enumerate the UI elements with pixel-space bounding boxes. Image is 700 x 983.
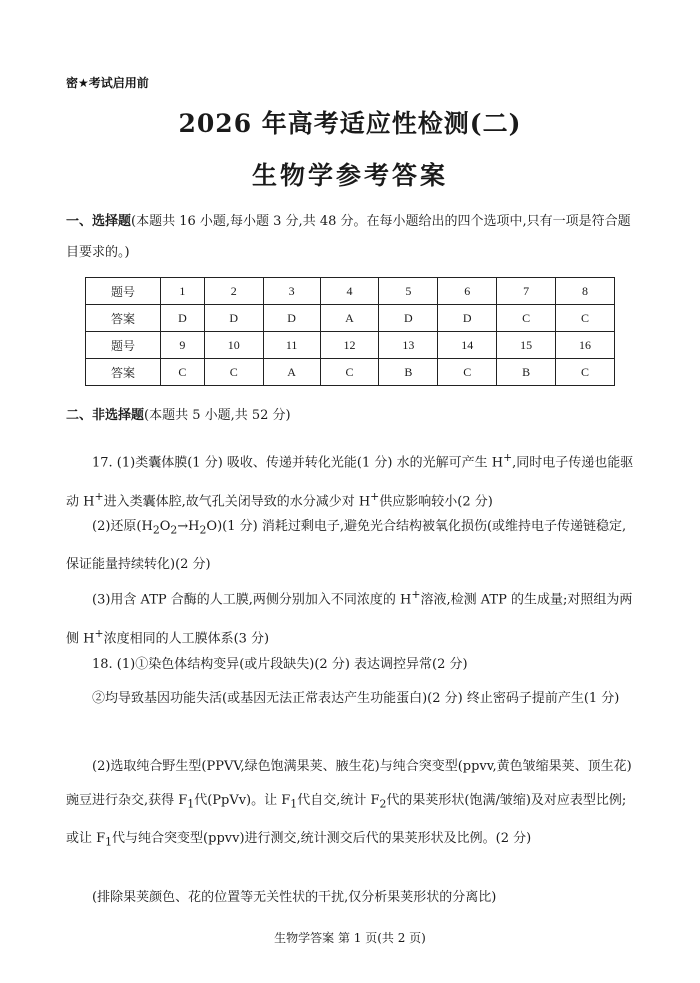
table-cell: A <box>263 359 320 386</box>
table-row-label: 答案 <box>86 359 161 386</box>
q18-text: ②均导致基因功能失活(或基因无法正常表达产生功能蛋白)(2 分) 终止密码子提前产生(1 分) <box>92 691 620 706</box>
subscript: 1 <box>187 797 195 811</box>
table-cell: D <box>161 305 205 332</box>
subscript: 1 <box>290 797 298 811</box>
table-cell: 10 <box>204 332 263 359</box>
table-cell: 3 <box>263 278 320 305</box>
q17-text: ,同时电子传递也能驱动 H <box>66 455 634 510</box>
q17-part2 <box>66 510 638 582</box>
subscript: 2 <box>199 523 207 537</box>
q17-part3 <box>66 578 638 657</box>
answer-table <box>85 277 615 386</box>
q17-text: (3)用含 ATP 合酶的人工膜,两侧分别加入不同浓度的 H <box>92 592 412 608</box>
q18-text: (2)选取纯合野生型(PPVV,绿色饱满果荚、腋生花)与纯合突变型(ppvv,黄色皱缩果荚、顶生花)豌豆进行杂交,获得 F <box>66 759 632 808</box>
table-cell: 12 <box>320 332 379 359</box>
table-cell: C <box>161 359 205 386</box>
table-cell: 1 <box>161 278 205 305</box>
table-cell: 5 <box>379 278 438 305</box>
table-row-label: 答案 <box>86 305 161 332</box>
q18-part3 <box>66 750 638 859</box>
subscript: 1 <box>105 835 113 849</box>
table-cell: 2 <box>204 278 263 305</box>
superscript: + <box>370 490 380 504</box>
q18-text: 代自交,统计 F <box>297 793 380 808</box>
table-cell: C <box>320 359 379 386</box>
q18-note <box>66 888 638 908</box>
table-row <box>86 332 615 359</box>
table-cell: D <box>263 305 320 332</box>
q17-text: O <box>159 519 171 534</box>
superscript: + <box>411 588 421 601</box>
q17-text: 17. (1)类囊体膜(1 分) 吸收、传递并转化光能(1 分) 水的光解可产生 H <box>92 455 504 471</box>
table-row-label: 题号 <box>86 278 161 305</box>
table-cell: A <box>320 305 379 332</box>
q18-text: 18. (1)①染色体结构变异(或片段缺失)(2 分) 表达调控异常(2 分) <box>92 657 468 672</box>
q18-text: 代的果荚形状(饱满/皱缩)及对应表型比例;或让 F <box>66 793 627 846</box>
table-cell: 6 <box>438 278 497 305</box>
table-cell: D <box>204 305 263 332</box>
table-cell: C <box>556 359 615 386</box>
table-row <box>86 278 615 305</box>
subscript: 2 <box>379 797 387 811</box>
q18-part1 <box>66 648 638 682</box>
q17-text: →H <box>177 519 200 534</box>
table-cell: 9 <box>161 332 205 359</box>
section2-intro <box>66 406 638 426</box>
q17-text: 进入类囊体腔,故气孔关闭导致的水分减少对 H <box>103 494 371 510</box>
q18-part2 <box>66 682 638 716</box>
table-cell: 11 <box>263 332 320 359</box>
section1-heading: 一、选择题 <box>66 214 132 229</box>
q17-part1 <box>66 441 638 520</box>
secret-label: 密★考试启用前 <box>66 76 149 90</box>
q18-text: 代(PpVv)。让 F <box>194 793 291 808</box>
table-row-label: 题号 <box>86 332 161 359</box>
superscript: + <box>94 627 104 641</box>
superscript: + <box>503 451 513 464</box>
table-cell: 14 <box>438 332 497 359</box>
q17-text: 浓度相同的人工膜体系(3 分) <box>103 631 270 647</box>
page-footer: 生物学答案 第 1 页(共 2 页) <box>274 931 426 945</box>
q17-text: 供应影响较小(2 分) <box>379 494 493 510</box>
section2-description: (本题共 5 小题,共 52 分) <box>144 408 291 423</box>
q18-text: 代与纯合突变型(ppvv)进行测交,统计测交后代的果荚形状及比例。(2 分) <box>112 830 532 846</box>
q17-text: O)(1 分) 消耗过剩电子,避免光合结构被氧化损伤(或维持电子传递链稳定,保证能量持续转化)(2 分) <box>66 519 627 572</box>
table-cell: D <box>379 305 438 332</box>
subscript: 2 <box>152 523 160 537</box>
exam-subtitle: 生物学参考答案 <box>251 161 448 190</box>
superscript: + <box>94 490 104 504</box>
table-cell: B <box>379 359 438 386</box>
q18-text: (排除果荚颜色、花的位置等无关性状的干扰,仅分析果荚形状的分离比) <box>92 890 497 905</box>
table-cell: 13 <box>379 332 438 359</box>
table-cell: B <box>497 359 556 386</box>
section1-description: (本题共 16 小题,每小题 3 分,共 48 分。在每小题给出的四个选项中,只有一项是符合题目要求的。) <box>66 214 631 260</box>
table-cell: D <box>438 305 497 332</box>
section2-heading: 二、非选择题 <box>66 408 145 423</box>
table-row <box>86 359 615 386</box>
table-cell: 8 <box>556 278 615 305</box>
table-cell: C <box>438 359 497 386</box>
table-cell: 7 <box>497 278 556 305</box>
table-cell: 15 <box>497 332 556 359</box>
q17-text: (2)还原(H <box>92 519 153 534</box>
table-cell: C <box>204 359 263 386</box>
q17-text: 溶液,检测 ATP 的生成量;对照组为两侧 H <box>66 592 633 647</box>
table-cell: C <box>556 305 615 332</box>
table-cell: 16 <box>556 332 615 359</box>
subscript: 2 <box>170 523 178 537</box>
table-cell: C <box>497 305 556 332</box>
exam-title: 2026 年高考适应性检测(二) <box>178 109 522 138</box>
section1-intro <box>66 206 638 268</box>
table-cell: 4 <box>320 278 379 305</box>
table-row <box>86 305 615 332</box>
